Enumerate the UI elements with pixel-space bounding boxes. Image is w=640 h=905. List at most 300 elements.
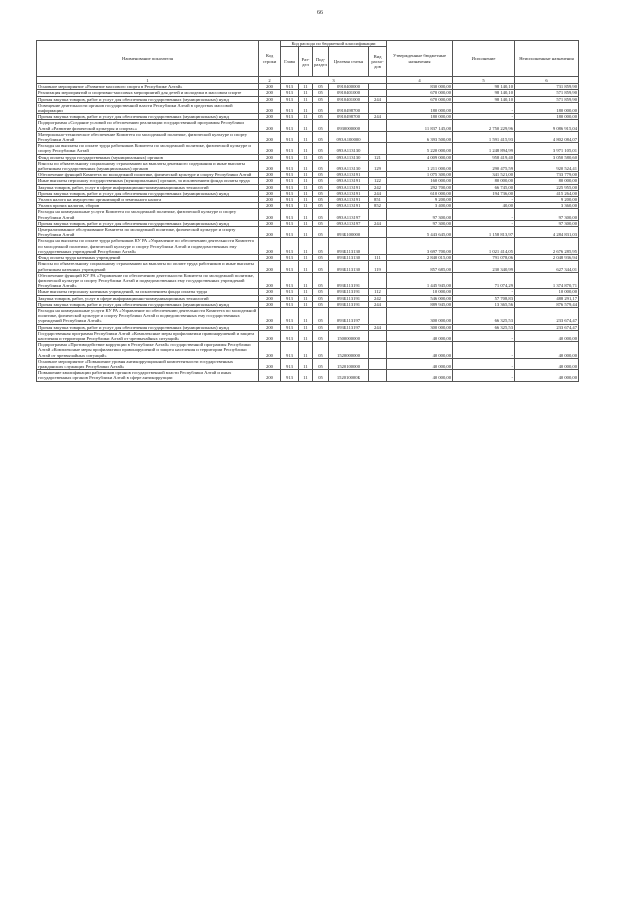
row-name: Уплата прочих налогов, сборов [37,203,259,209]
row-expense-type: 851 [369,197,387,203]
row-podrazdel: 05 [313,143,329,154]
row-code: 200 [259,102,281,113]
row-execution: - [453,114,515,120]
row-unexecuted: 40 000,00 [515,370,579,381]
row-name: Уплата налога на имущество организаций и земельного налога [37,197,259,203]
row-unexecuted: 4 284 831,03 [515,227,579,238]
row-execution: 13 365,56 [453,301,515,307]
row-approved: 5 220 000,00 [387,143,453,154]
row-glava: 913 [281,114,299,120]
row-execution: 98 140,10 [453,96,515,102]
row-name: Прочая закупка товаров, работ и услуг для обеспечения государственных (муниципальных) нужд [37,96,259,102]
row-razdel: 11 [299,154,313,160]
table-row [37,307,579,324]
row-unexecuted: 2 676 285,95 [515,238,579,255]
row-target-article: 093Б113191 [329,289,369,295]
row-podrazdel: 05 [313,342,329,359]
row-execution: 57 708,83 [453,295,515,301]
row-unexecuted: 571 859,90 [515,96,579,102]
row-razdel: 11 [299,227,313,238]
row-unexecuted: 180 000,00 [515,114,579,120]
row-target-article: 093Б113130 [329,255,369,261]
row-execution: 66 745,00 [453,184,515,190]
row-code: 200 [259,160,281,171]
row-glava: 913 [281,209,299,220]
row-execution: 791 078,06 [453,255,515,261]
row-execution: 341 521,00 [453,172,515,178]
row-code: 200 [259,143,281,154]
row-name: Подпрограмма «Противодействие коррупции в Республике Алтай» государственной программы Республики Алтай «Комплексные меры профилактики правонарушений и защита населения и территории Республики Алтай от чрезвычайных ситуаций» [37,342,259,359]
row-code: 200 [259,190,281,196]
row-unexecuted: 233 674,47 [515,324,579,330]
row-approved: 1 075 300,00 [387,172,453,178]
table-row [37,84,579,90]
row-podrazdel: 05 [313,154,329,160]
row-approved: 11 837 145,00 [387,120,453,131]
table-row [37,131,579,142]
row-glava: 913 [281,227,299,238]
row-code: 200 [259,342,281,359]
row-execution: 1 158 813,97 [453,227,515,238]
row-glava: 913 [281,370,299,381]
row-code: 200 [259,120,281,131]
row-execution: 71 074,29 [453,272,515,289]
row-target-article: 093A113191 [329,172,369,178]
table-row [37,90,579,96]
row-expense-type: 111 [369,255,387,261]
row-unexecuted: 233 674,47 [515,307,579,324]
row-approved: 610 000,00 [387,190,453,196]
row-glava: 913 [281,342,299,359]
row-code: 200 [259,172,281,178]
row-razdel: 11 [299,197,313,203]
table-row [37,330,579,341]
row-glava: 913 [281,184,299,190]
table-row [37,238,579,255]
table-row [37,301,579,307]
row-target-article: 093A113191 [329,178,369,184]
row-razdel: 11 [299,272,313,289]
row-unexecuted: 1 374 870,71 [515,272,579,289]
row-podrazdel: 05 [313,203,329,209]
row-code: 200 [259,289,281,295]
row-code: 200 [259,84,281,90]
row-podrazdel: 05 [313,255,329,261]
table-row [37,96,579,102]
row-target-article: 093A113130 [329,154,369,160]
row-execution: 1 248 894,99 [453,143,515,154]
row-expense-type: 119 [369,261,387,272]
row-execution: 958 419,40 [453,154,515,160]
row-podrazdel: 05 [313,178,329,184]
row-razdel: 11 [299,261,313,272]
row-unexecuted: 4 802 084,07 [515,131,579,142]
row-approved: 1 445 945,00 [387,272,453,289]
row-podrazdel: 05 [313,90,329,96]
row-name: Обеспечение функций Комитета по молодежной политике, физической культуре и спорту Республики Алтай [37,172,259,178]
row-podrazdel: 05 [313,220,329,226]
row-target-article: 093Б113191 [329,301,369,307]
row-approved: 97 300,00 [387,209,453,220]
row-expense-type [369,143,387,154]
table-row [37,209,579,220]
row-approved: 292 700,00 [387,184,453,190]
row-target-article: 093A113191 [329,190,369,196]
row-glava: 913 [281,190,299,196]
row-podrazdel: 05 [313,358,329,369]
row-target-article: 0930000000 [329,120,369,131]
row-approved: 180 000,00 [387,102,453,113]
row-unexecuted: 40 000,00 [515,342,579,359]
row-expense-type [369,131,387,142]
column-header-execution: Исполнение [453,41,515,77]
row-expense-type: 112 [369,289,387,295]
column-number-2: 2 [259,77,281,84]
column-header-unexecuted: Неисполненные назначения [515,41,579,77]
row-target-article: 093Б113197 [329,324,369,330]
row-razdel: 11 [299,255,313,261]
row-code: 200 [259,330,281,341]
row-approved: 3 400,00 [387,203,453,209]
row-execution: 80 000,00 [453,178,515,184]
row-execution: - [453,289,515,295]
row-code: 200 [259,358,281,369]
row-execution: 66 325,53 [453,307,515,324]
row-expense-type: 244 [369,220,387,226]
row-razdel: 11 [299,238,313,255]
row-target-article: 093A113197 [329,220,369,226]
row-unexecuted: 180 000,00 [515,102,579,113]
row-execution: 66 325,53 [453,324,515,330]
table-row [37,102,579,113]
row-name: Иные выплаты персоналу государственных (муниципальных) органов, за исключением фонда оплаты труда [37,178,259,184]
row-expense-type [369,102,387,113]
row-expense-type [369,238,387,255]
row-unexecuted: 9 086 915,04 [515,120,579,131]
table-row [37,154,579,160]
budget-execution-table [36,40,579,382]
row-unexecuted: 10 000,00 [515,289,579,295]
table-row [37,227,579,238]
row-razdel: 11 [299,330,313,341]
table-row [37,120,579,131]
row-razdel: 11 [299,342,313,359]
row-execution: 290 475,59 [453,160,515,171]
row-glava: 913 [281,90,299,96]
row-expense-type: 244 [369,190,387,196]
table-row [37,172,579,178]
row-unexecuted: 731 859,90 [515,84,579,90]
table-row [37,255,579,261]
row-target-article: 093A113191 [329,184,369,190]
row-name: Расходы на коммунальные услуги КУ РА «Управление по обеспечению деятельности Комитета по молодежной политике, физической культуре и спорту Республики Алтай и подведомственных ему государственных учреждений Республики Алтай» [37,307,259,324]
row-name: Обеспечение функций КУ РА «Управление по обеспечению деятельности Комитета по молодежной политике, физической культуре и спорту Республики Алтай и подведомственных ему государственных учреждений Республики Алтай» [37,272,259,289]
row-approved: 670 000,00 [387,90,453,96]
row-unexecuted: 488 291,17 [515,295,579,301]
row-glava: 913 [281,295,299,301]
row-execution: - [453,330,515,341]
column-number-5: 5 [453,77,515,84]
row-code: 200 [259,301,281,307]
row-podrazdel: 05 [313,307,329,324]
row-razdel: 11 [299,220,313,226]
row-expense-type: 852 [369,203,387,209]
table-row [37,184,579,190]
row-name: Основное мероприятие «Развитие массового спорта в Республике Алтай» [37,84,259,90]
row-expense-type [369,209,387,220]
row-execution: 98 140,10 [453,84,515,90]
row-name: Иные выплаты персоналу казенных учреждений, за исключением фонда оплаты труда [37,289,259,295]
row-approved: 180 000,00 [387,114,453,120]
row-razdel: 11 [299,102,313,113]
row-target-article: 093A100000 [329,131,369,142]
row-target-article: 093A113191 [329,203,369,209]
row-podrazdel: 05 [313,272,329,289]
row-target-article: 093Б113197 [329,307,369,324]
row-glava: 913 [281,172,299,178]
row-target-article: 0910498700 [329,102,369,113]
row-glava: 913 [281,154,299,160]
row-glava: 913 [281,289,299,295]
row-approved: 857 685,00 [387,261,453,272]
row-approved: 97 300,00 [387,220,453,226]
row-code: 200 [259,131,281,142]
row-razdel: 11 [299,96,313,102]
row-unexecuted: 2 048 936,94 [515,255,579,261]
table-row [37,272,579,289]
row-target-article: 152010000Б [329,370,369,381]
table-row [37,160,579,171]
row-expense-type: 244 [369,301,387,307]
row-expense-type: 244 [369,324,387,330]
row-code: 200 [259,154,281,160]
column-header-name: Наименование показателя [37,41,259,77]
row-unexecuted: 40 000,00 [515,330,579,341]
row-name: Подпрограмма «Создание условий по обеспечению реализации государственной программы Республики Алтай «Развитие физической культуры и спорта»» [37,120,259,131]
table-row [37,190,579,196]
row-name: Освещение деятельности органов государственной власти Республики Алтай в средствах массовой информации [37,102,259,113]
row-approved: 160 000,00 [387,178,453,184]
table-row [37,342,579,359]
row-target-article: 093Б113130 [329,261,369,272]
row-glava: 913 [281,178,299,184]
row-execution: - [453,220,515,226]
row-name: Прочая закупка товаров, работ и услуг для обеспечения государственных (муниципальных) нужд [37,324,259,330]
row-execution: 1 021 414,05 [453,238,515,255]
row-podrazdel: 05 [313,120,329,131]
row-razdel: 11 [299,131,313,142]
row-glava: 913 [281,330,299,341]
row-execution: - [453,370,515,381]
row-code: 200 [259,238,281,255]
row-razdel: 11 [299,90,313,96]
row-podrazdel: 05 [313,370,329,381]
row-expense-type [369,307,387,324]
row-name: Основное мероприятие «Повышение уровня антикоррупционной компетентности государственных гражданских служащих Республики Алтай» [37,358,259,369]
column-header-vid: Вид расхо-дов [369,47,387,77]
row-expense-type: 244 [369,114,387,120]
column-number-4: 4 [387,77,453,84]
row-podrazdel: 05 [313,261,329,272]
column-number-3: 3 [281,77,387,84]
row-unexecuted: 9 200,00 [515,197,579,203]
row-approved: 670 000,00 [387,96,453,102]
row-expense-type [369,120,387,131]
row-podrazdel: 05 [313,102,329,113]
row-podrazdel: 05 [313,209,329,220]
row-glava: 913 [281,84,299,90]
row-expense-type [369,272,387,289]
page-number: 66 [317,10,323,16]
row-name: Закупка товаров, работ, услуг в сфере информационно-коммуникационных технологий [37,184,259,190]
row-razdel: 11 [299,160,313,171]
row-execution: - [453,209,515,220]
row-expense-type: 242 [369,184,387,190]
row-code: 200 [259,209,281,220]
row-podrazdel: 05 [313,84,329,90]
row-code: 200 [259,370,281,381]
row-target-article: 0910401000 [329,96,369,102]
row-razdel: 11 [299,178,313,184]
row-glava: 913 [281,197,299,203]
row-podrazdel: 05 [313,96,329,102]
row-code: 200 [259,255,281,261]
row-code: 200 [259,114,281,120]
table-row [37,358,579,369]
row-code: 200 [259,307,281,324]
row-unexecuted: 733 779,00 [515,172,579,178]
row-target-article: 093A113197 [329,209,369,220]
row-razdel: 11 [299,209,313,220]
row-approved: 40 000,00 [387,342,453,359]
row-name: Расходы на выплаты по оплате труда работников Комитета по молодежной политике, физической культуре и спорту Республики Алтай [37,143,259,154]
row-glava: 913 [281,324,299,330]
row-unexecuted: 571 859,90 [515,90,579,96]
table-row [37,295,579,301]
row-name: Расходы на коммунальные услуги Комитета по молодежной политике, физической культуре и спорту Республики Алтай [37,209,259,220]
row-razdel: 11 [299,143,313,154]
row-name: Повышение квалификации работников органов государственной власти Республики Алтай и иных государственных органов Республики Алтай в сфере антикоррупции [37,370,259,381]
row-razdel: 11 [299,84,313,90]
column-header-razdel: Раз-дел [299,47,313,77]
row-expense-type: 129 [369,160,387,171]
row-target-article: 093A113130 [329,160,369,171]
row-podrazdel: 05 [313,114,329,120]
row-approved: 3 697 700,00 [387,238,453,255]
row-podrazdel: 05 [313,238,329,255]
row-glava: 913 [281,238,299,255]
row-glava: 913 [281,131,299,142]
row-approved: 889 945,00 [387,301,453,307]
column-number-1: 1 [37,77,259,84]
column-header-glava: Глава [281,47,299,77]
row-razdel: 11 [299,114,313,120]
row-razdel: 11 [299,190,313,196]
row-expense-type [369,330,387,341]
column-number-6: 6 [515,77,579,84]
row-podrazdel: 05 [313,172,329,178]
row-podrazdel: 05 [313,160,329,171]
row-execution: - [453,102,515,113]
row-target-article: 1520100000 [329,358,369,369]
table-row [37,143,579,154]
row-razdel: 11 [299,358,313,369]
row-name: Прочая закупка товаров, работ и услуг для обеспечения государственных (муниципальных) нужд [37,114,259,120]
row-target-article: 093A113130 [329,143,369,154]
row-approved: 2 840 015,00 [387,255,453,261]
row-expense-type [369,358,387,369]
row-execution: 194 736,00 [453,190,515,196]
row-razdel: 11 [299,370,313,381]
row-name: Централизованное обслуживание Комитета по молодежной политике, физической культуре и спорту Республики Алтай [37,227,259,238]
row-expense-type: 121 [369,154,387,160]
row-name: Материально-техническое обеспечение Комитета по молодежной политике, физической культуре и спорту Республики Алтай [37,131,259,142]
row-razdel: 11 [299,301,313,307]
row-unexecuted: 3 971 105,01 [515,143,579,154]
column-header-approved: Утвержденные бюджетные назначения [387,41,453,77]
row-podrazdel: 05 [313,330,329,341]
row-podrazdel: 05 [313,227,329,238]
row-unexecuted: 415 264,00 [515,190,579,196]
row-glava: 913 [281,307,299,324]
row-code: 200 [259,227,281,238]
row-code: 200 [259,295,281,301]
row-code: 200 [259,324,281,330]
column-header-classification: Код расхода по бюджетной классификации [281,41,387,47]
row-name: Прочая закупка товаров, работ и услуг для обеспечения государственных (муниципальных) нужд [37,220,259,226]
row-glava: 913 [281,272,299,289]
row-glava: 913 [281,203,299,209]
row-razdel: 11 [299,172,313,178]
row-glava: 913 [281,120,299,131]
row-glava: 913 [281,102,299,113]
row-code: 200 [259,220,281,226]
table-body [37,84,579,381]
row-expense-type: 122 [369,178,387,184]
row-code: 200 [259,178,281,184]
row-expense-type [369,227,387,238]
row-name: Взносы по обязательному социальному страхованию на выплаты по оплате труда работников и иные выплаты работникам казенных учреждений [37,261,259,272]
row-execution: - [453,197,515,203]
table-row [37,324,579,330]
row-expense-type [369,342,387,359]
row-unexecuted: 80 000,00 [515,178,579,184]
row-podrazdel: 05 [313,301,329,307]
row-target-article: 093Б113191 [329,295,369,301]
row-unexecuted: 876 579,44 [515,301,579,307]
row-execution: 2 750 229,96 [453,120,515,131]
row-execution: - [453,358,515,369]
row-execution: 40,00 [453,203,515,209]
row-razdel: 11 [299,289,313,295]
row-approved: 300 000,00 [387,324,453,330]
row-glava: 913 [281,301,299,307]
row-expense-type: 244 [369,96,387,102]
row-podrazdel: 05 [313,289,329,295]
row-unexecuted: 97 300,00 [515,220,579,226]
row-unexecuted: 920 524,41 [515,160,579,171]
row-code: 200 [259,203,281,209]
row-unexecuted: 97 300,00 [515,209,579,220]
table-row [37,261,579,272]
row-unexecuted: 225 955,00 [515,184,579,190]
row-unexecuted: 3 360,00 [515,203,579,209]
row-target-article: 0910400000 [329,84,369,90]
row-name: Фонд оплаты труда казенных учреждений [37,255,259,261]
row-target-article: 093Б113130 [329,238,369,255]
row-code: 200 [259,261,281,272]
table-row [37,178,579,184]
